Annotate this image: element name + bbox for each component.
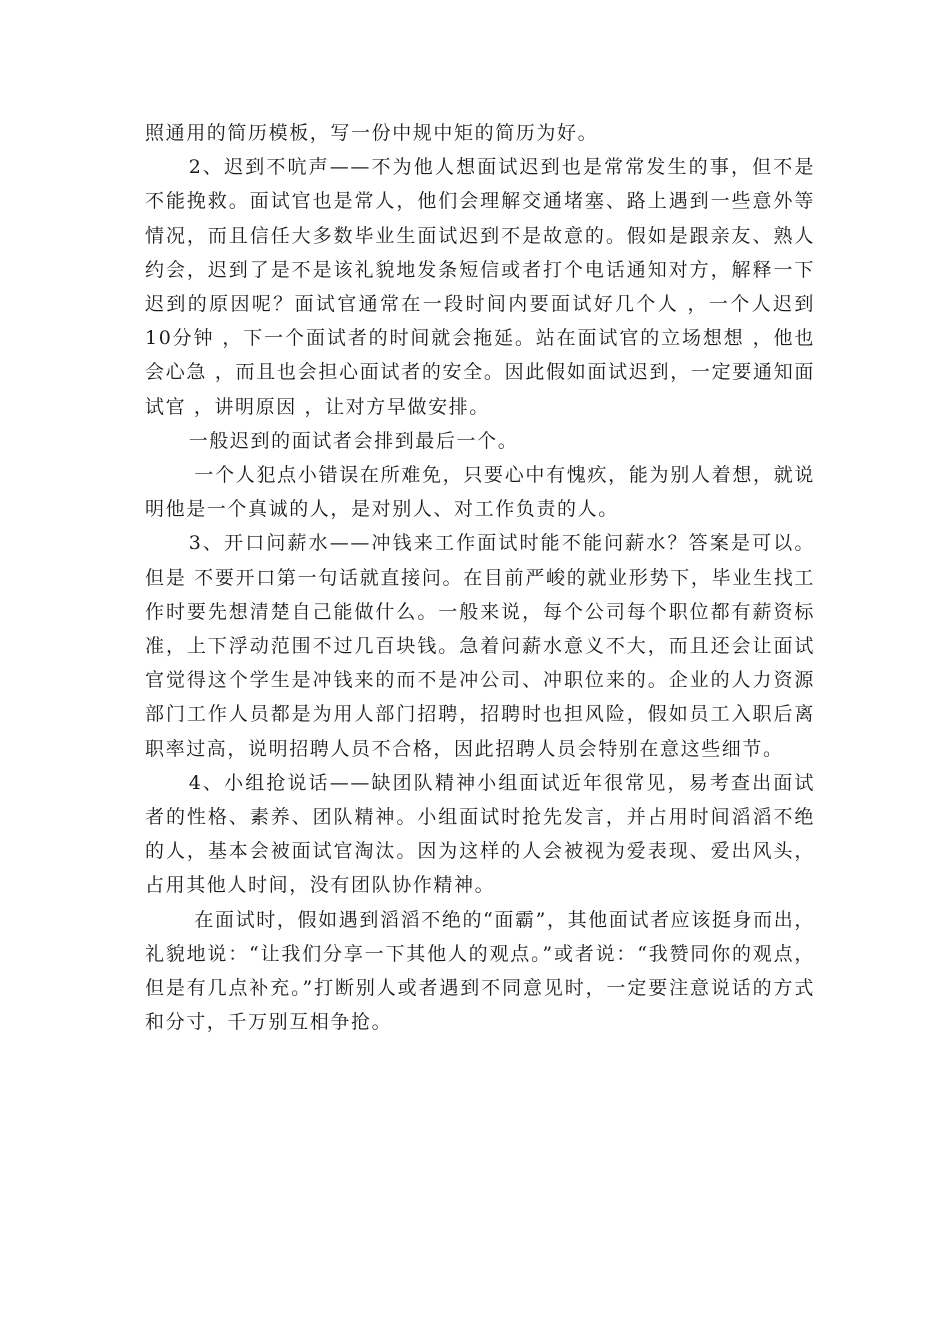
paragraph-point-4-group: 4、小组抢说话——缺团队精神小组面试近年很常见，易考查出面试者的性格、素养、团队精神。小组面试时抢先发言，并占用时间滔滔不绝的人，基本会被面试官淘汰。因为这样的人会被视为爱表现、爱出风头，占用其他人时间，没有团队协作精神。 [145,771,815,897]
paragraph-point-3-salary: 3、开口问薪水——冲钱来工作面试时能不能问薪水？答案是可以。但是 不要开口第一句话就直接问。在目前严峻的就业形势下，毕业生找工作时要先想清楚自己能做什么。一般来说，每个公司每个职位都有薪资标准，上下浮动范围不过几百块钱。急着问薪水意义不大，而且还会让面试官觉得这个学生是冲钱来的而不是冲公司、冲职位来的。企业的人力资源部门工作人员都是为用人部门招聘，招聘时也担风险，假如员工入职后离职率过高，说明招聘人员不合格，因此招聘人员会特别在意这些细节。 [145,532,815,760]
paragraph-resume-continued: 照通用的简历模板，写一份中规中矩的简历为好。 [145,122,599,144]
paragraph-late-last: 一般迟到的面试者会排到最后一个。 [188,429,519,452]
paragraph-interrupt-advice: 在面试时，假如遇到滔滔不绝的“面霸”，其他面试者应该挺身而出，礼貌地说：“让我们分享一下其他人的观点。”或者说：“我赞同你的观点，但是有几点补充。”打断别人或者遇到不同意见时，一定要注意说话的方式和分寸，千万别互相争抢。 [145,908,815,1034]
paragraph-point-2-late: 2、迟到不吭声——不为他人想面试迟到也是常常发生的事，但不是不能挽救。面试官也是常人，他们会理解交通堵塞、路上遇到一些意外等情况，而且信任大多数毕业生面试迟到不是故意的。假如是跟亲友、熟人约会，迟到了是不是该礼貌地发条短信或者打个电话通知对方，解释一下迟到的原因呢？面试官通常在一段时间内要面试好几个人 ，一个人迟到10分钟 ，下一个面试者的时间就会拖延。站在面试官的立场想想 ，他也会心急 ，而且也会担心面试者的安全。因此假如面试迟到，一定要通知面试官 ，讲明原因 ，让对方早做安排。 [145,156,815,418]
paragraph-small-mistake: 一个人犯点小错误在所难免，只要心中有愧疚，能为别人着想，就说明他是一个真诚的人，是对别人、对工作负责的人。 [145,464,815,521]
document-body [145,116,815,1039]
